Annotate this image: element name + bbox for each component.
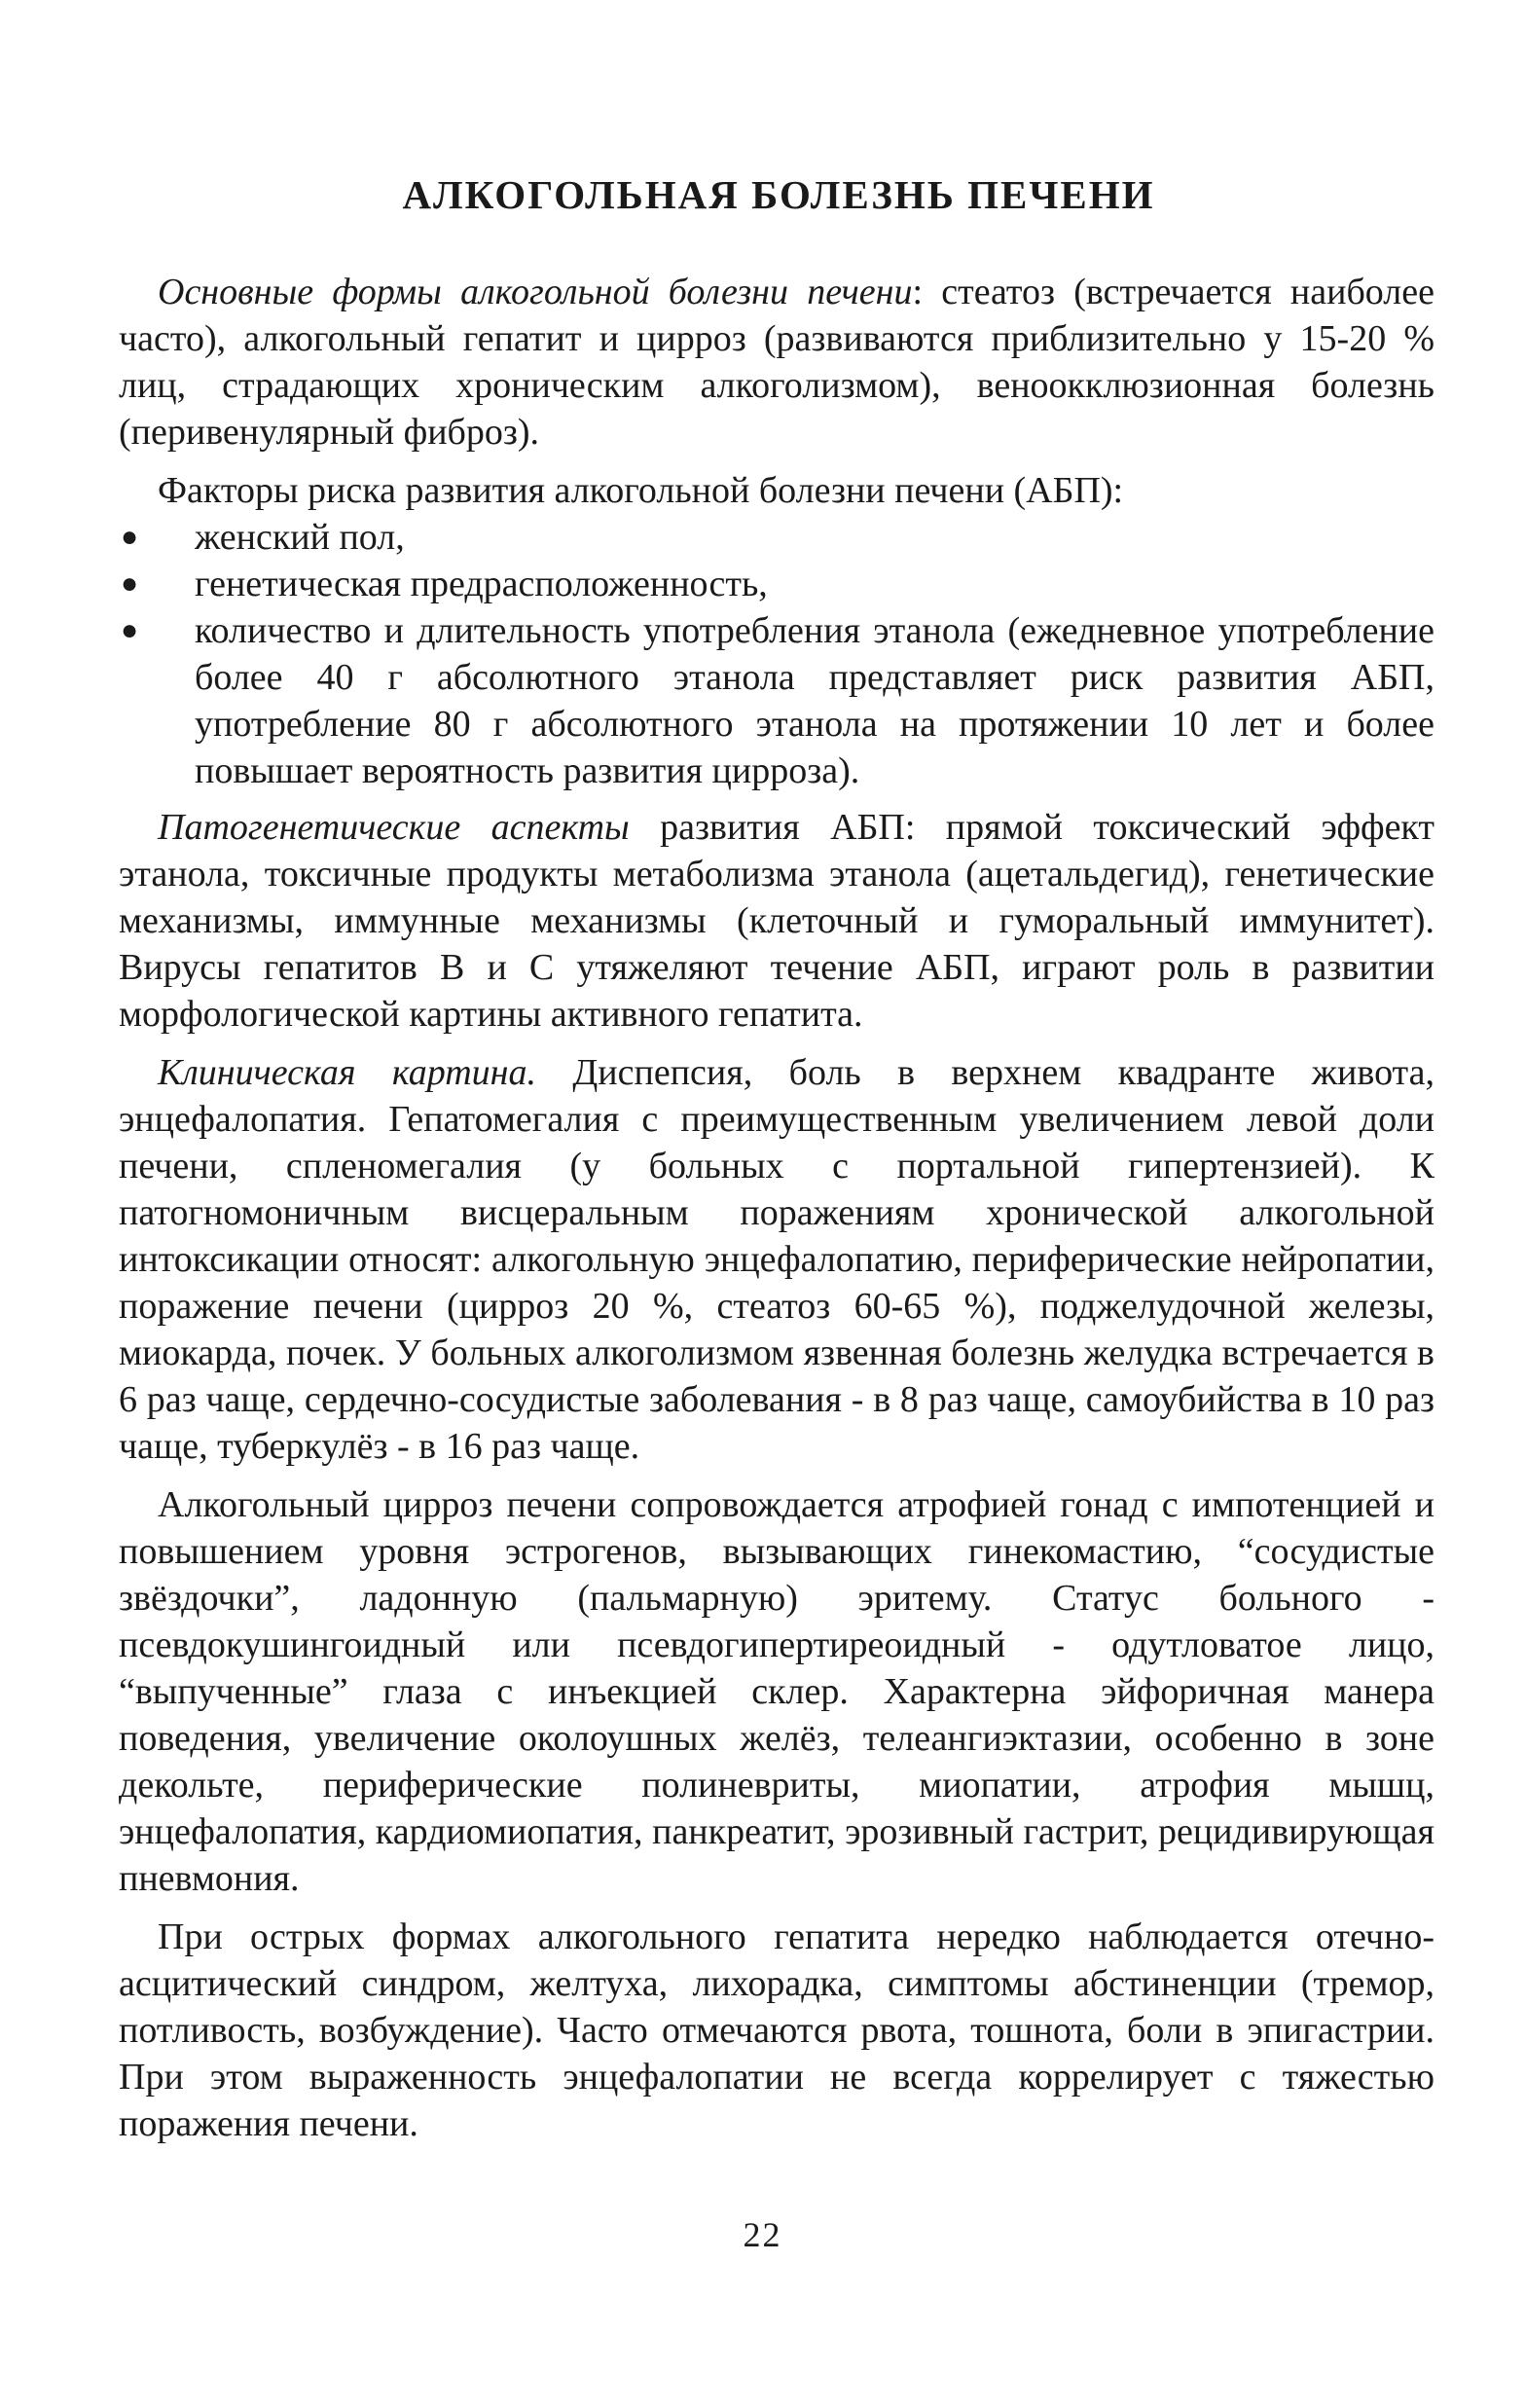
pathogenesis-lead: Патогенетические аспекты [158,807,630,848]
forms-text: : стеатоз (встречается наиболее часто), алкогольный гепатит и цирроз (развиваются приблизительно у 15-20 % лиц, страдающих хроническим алкоголизмом), веноокклюзионная болезнь (перивенулярный фиброз). [119,272,1434,453]
page-title: АЛКОГОЛЬНАЯ БОЛЕЗНЬ ПЕЧЕНИ [402,172,1155,217]
risk-item-text: женский пол, [195,517,405,558]
paragraph-clinical-picture [119,1049,1434,1470]
list-item [119,561,1434,607]
bullet-icon: ● [121,567,139,600]
list-item [119,607,1434,794]
forms-lead: Основные формы алкогольной болезни печени [158,272,913,312]
clinical-lead: Клиническая картина. [158,1052,537,1093]
risk-item-text: количество и длительность употребления этанола (ежедневное употребление более 40 г абсолютного этанола представляет риск развития АБП, употребление 80 г абсолютного этанола на протяжении 10 лет и более повышает вероятность развития цирроза). [195,610,1434,791]
risk-item-text: генетическая предрасположенность, [195,564,768,604]
pathogenesis-text: развития АБП: прямой токсический эффект этанола, токсичные продукты метаболизма этанола (ацетальдегид), генетические механизмы, иммунные механизмы (клеточный и гуморальный иммунитет). Вирусы гепатитов В и С утяжеляют течение АБП, играют роль в развитии морфологической картины активного гепатита. [119,807,1434,1035]
bullet-icon: ● [121,521,139,553]
page-number: 22 [743,2215,782,2254]
paragraph-risk-intro: Факторы риска развития алкогольной болезни печени (АБП): [158,470,1124,511]
list-item [119,514,1434,561]
page-body [119,269,1434,2159]
paragraph-cirrhosis: Алкогольный цирроз печени сопровождается атрофией гонад с импотенцией и повышением уровня эстрогенов, вызывающих гинекомастию, “сосудистые звёздочки”, ладонную (пальмарную) эритему. Статус больного - псевдокушингоидный или псевдогипертиреоидный - одутловатое лицо, “выпученные” глаза с инъекцией склер. Характерна эйфоричная манера поведения, увеличение околоушных желёз, телеангиэктазии, особенно в зоне декольте, периферические полиневриты, миопатии, атрофия мышц, энцефалопатия, кардиомиопатия, панкреатит, эрозивный гастрит, рецидивирующая пневмония. [119,1484,1434,1899]
paragraph-pathogenesis [119,804,1434,1038]
risk-factor-list [119,514,1434,794]
paragraph-forms [119,269,1434,456]
paragraph-acute-forms: При острых формах алкогольного гепатита нередко наблюдается отечно-асцитический синдром, желтуха, лихорадка, симптомы абстиненции (тремор, потливость, возбуждение). Часто отмечаются рвота, тошнота, боли в эпигастрии. При этом выраженность энцефалопатии не всегда коррелирует с тяжестью поражения печени. [119,1916,1434,2144]
bullet-icon: ● [121,614,139,646]
clinical-text: Диспепсия, боль в верхнем квадранте живота, энцефалопатия. Гепатомегалия с преимущественным увеличением левой доли печени, спленомегалия (у больных с портальной гипертензией). К патогномоничным висцеральным поражениям хронической алкогольной интоксикации относят: алкогольную энцефалопатию, периферические нейропатии, поражение печени (цирроз 20 %, стеатоз 60-65 %), поджелудочной железы, миокарда, почек. У больных алкоголизмом язвенная болезнь желудка встречается в 6 раз чаще, сердечно-сосудистые заболевания - в 8 раз чаще, самоубийства в 10 раз чаще, туберкулёз - в 16 раз чаще. [119,1052,1434,1467]
